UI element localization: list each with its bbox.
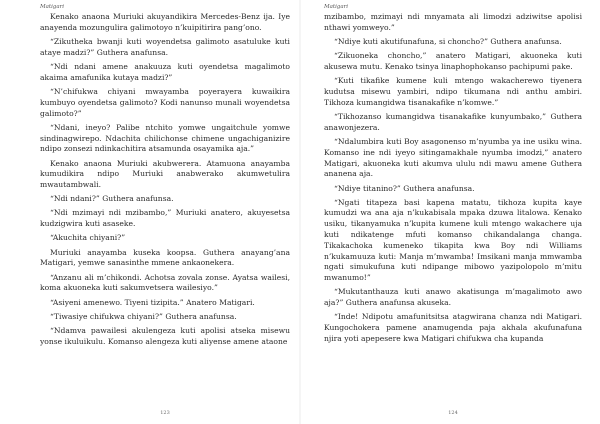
paragraph: “Ngati titapeza basi kapena matatu, tikhoza kupita kaye kumudzi wa ana aja n’kukabisala mpaka dzuwa litalowa. Kenako usiku, tikanyamuka n’kupita kumene kuli mtengo wakachere uja kuti ndikatenge mfuti komanso chikandalanga changa. Tikakachoka kumeneko tikapita kwa Boy ndi Williams n’kukamuuza kuti: Manja m’mwamba! Imsikani manja mmwamba ngati simukufuna kuti ndipange mibowo yazipolopolo m’mitu mwanumo!” [324,197,582,283]
paragraph: “Anzanu ali m’chikondi. Achotsa zovala zonse. Ayatsa wailesi, koma akuoneka kuti sakumvetsera wailesiyo.” [40,272,290,293]
paragraph: “Tikhozanso kumangidwa tisanakafike kunyumbako,” Guthera anawonjezera. [324,111,582,132]
page-number: 124 [448,410,458,416]
paragraph: “Ndi ndani amene anakuuza kuti oyendetsa magalimoto akaima amafunika kutaya madzi?” [40,61,290,82]
paragraph: “N’chifukwa chiyani mwayamba poyerayera kuwaikira kumbuyo oyendetsa galimoto? Kodi nanunso munali woyendetsa galimoto?” [40,86,290,118]
right-page [300,0,600,424]
paragraph: “Ndi ndani?” Guthera anafunsa. [50,194,174,204]
paragraph: “Ndani, ineyo? Palibe ntchito yomwe ungaitchule yomwe sindinagwirepo. Ndachita chilichonse chimene ungachiganizire ndipo zonsezi ndinkachitira atsamunda osayamika aja.” [40,122,290,154]
paragraph: Kenako anaona Muriuki akubwerera. Atamuona anayamba kumudikira ndipo Muriuki anabwerako akumwetulira mwautambwali. [40,158,290,190]
paragraph: “Zikuoneka choncho,” anatero Matigari, akuoneka kuti akusewa mutu. Kenako tsinya linaphophokanso pachipumi pake. [324,51,582,71]
paragraph: “Mukutanthauza kuti anawo akatisunga m’magalimoto awo aja?” Guthera anafunsa akuseka. [324,287,582,308]
paragraph: “Tiwasiye chifukwa chiyani?” Guthera anafunsa. [50,311,237,321]
paragraph: “Ndi mzimayi ndi mzibambo,” Muriuki anatero, akuyesetsa kudzigwira kuti asaseke. [40,208,290,229]
paragraph: “Akuchita chiyani?” [50,233,126,243]
running-head: Matigari [324,4,349,10]
paragraph: “Ndiye titanino?” Guthera anafunsa. [334,183,475,193]
paragraph: “Ndamva pawailesi akulengeza kuti apolisi atseka misewu yonse ikuluikulu. Komanso alengeza kuti aliyense amene ataone [40,326,290,346]
page-number: 123 [160,410,170,416]
paragraph: “Ndiye kuti akutifunafuna, si choncho?” Guthera anafunsa. [334,36,562,46]
paragraph: “Zikutheka bwanji kuti woyendetsa galimoto asatuluke kuti ataye madzi?” Guthera anafunsa. [40,36,290,57]
paragraph: “Asiyeni amenewo. Tiyeni tizipita.” Anatero Matigari. [50,297,255,307]
paragraph: “Ndalumbira kuti Boy asagonenso m’nyumba ya ine usiku wina. Komanso ine ndi iyeyo sitingamakhale nyumba imodzi,” anatero Matigari, akuoneka kuti akumva ululu ndi mawu amene Guthera ananena aja. [324,136,582,179]
paragraph: Kenako anaona Muriuki akuyandikira Mercedes-Benz ija. Iye anayenda mozungulira galimotoyo n’kuipitirira pang’ono. [40,12,290,32]
running-head: Matigari [40,4,65,10]
paragraph: mzibambo, mzimayi ndi mnyamata ali limodzi adziwitse apolisi nthawi yomweyo.” [324,12,582,32]
paragraph: “Inde! Ndipotu amafunitsitsa atagwirana chanza ndi Matigari. Kungochokera pamene anamugenda paja akhala akufunafuna njira yoti apepesere kwa Matigari chifukwa cha kupanda [324,312,582,344]
paragraph: Muriuki anayamba kuseka koopsa. Guthera anayang’ana Matigari, yemwe sanasinthe mmene ankaonekera. [40,247,290,268]
paragraph: “Kuti tikafike kumene kuli mtengo wakacherewo tiyenera kudutsa misewu yambiri, ndipo tikumana ndi anthu ambiri. Tikhoza kumangidwa tisanakafike n’komwe.” [324,76,582,107]
